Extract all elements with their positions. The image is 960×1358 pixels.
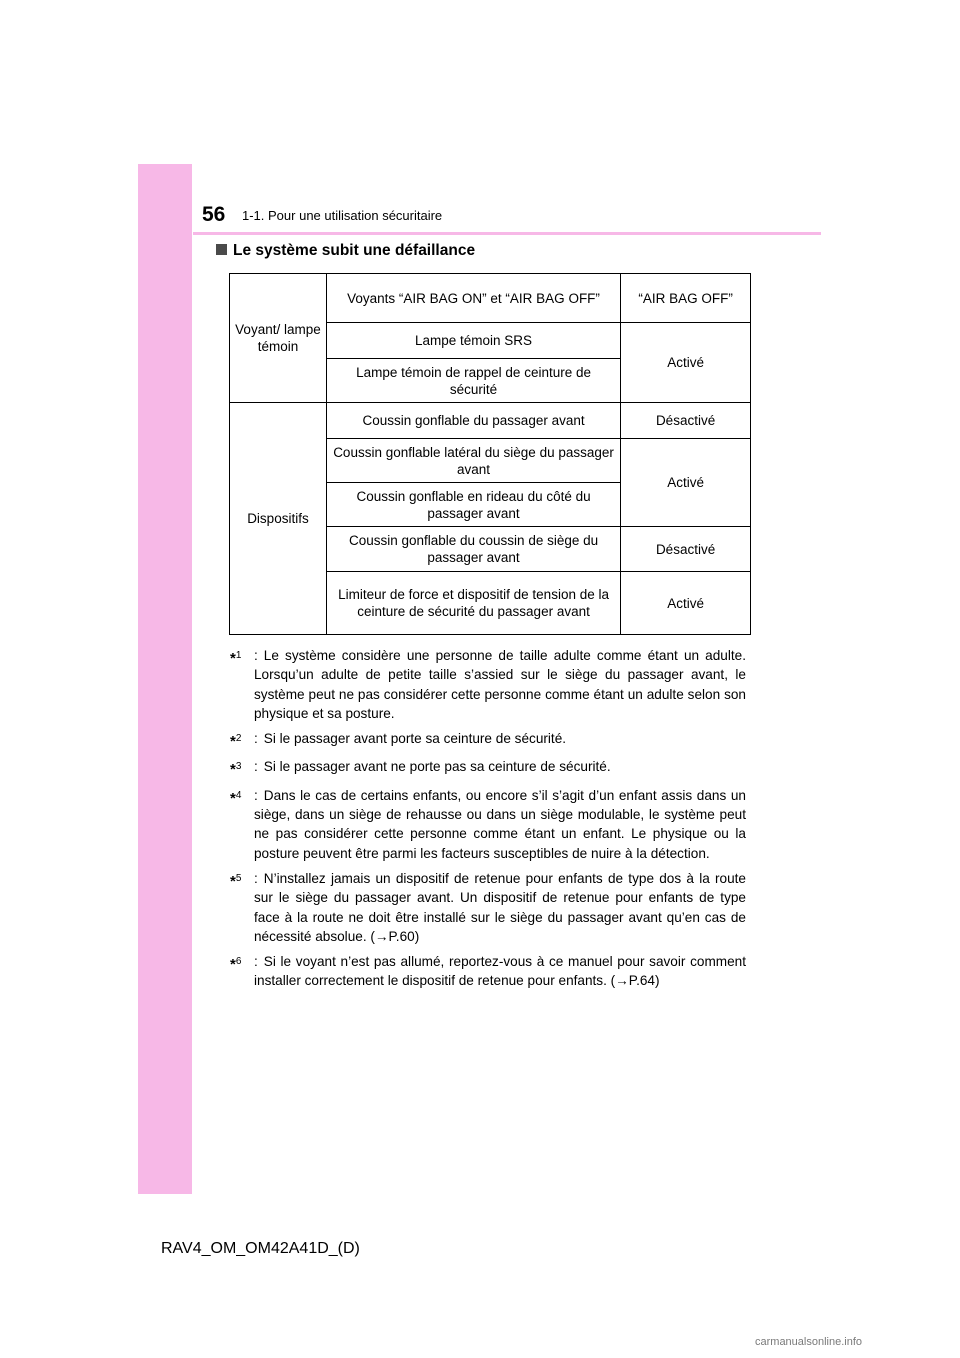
group-devices: Dispositifs bbox=[230, 403, 327, 635]
document-code: RAV4_OM_OM42A41D_(D) bbox=[161, 1240, 360, 1257]
section-heading bbox=[216, 242, 475, 260]
group-indicators: Voyant/ lampe témoin bbox=[230, 274, 327, 403]
footnote: *$^3$ : Si le passager avant ne porte pas sa ceinture de sécurité. bbox=[230, 759, 611, 779]
footnote: *$^4$ : Dans le cas de certains enfants, ou encore s’il s’agit d’un enfant assis dans un siège, dans un siège de rehausse ou dans un siège modulable, le système peut ne pas considérer cette personne comme étant un enfant. Le physique ou la posture peuvent être parmi les facteurs susceptibles de nuire à la détection. bbox=[230, 787, 746, 861]
footnote-text: Si le passager avant ne porte pas sa ceinture de sécurité. bbox=[263, 759, 611, 775]
row-curtain-airbag: Coussin gonflable en rideau du côté du passager avant bbox=[326, 483, 620, 527]
footnote-star: * bbox=[230, 650, 236, 667]
footnote: *$^5$ : N’installez jamais un dispositif de retenue pour enfants de type dos à la route sur le siège du passager avant. Un dispositif de retenue pour enfants de type face à la route ne doit être installé sur le siège du passager avant qu’en cas de nécessité absolue. (→P.60) bbox=[230, 870, 746, 944]
footnote-star: * bbox=[230, 956, 236, 974]
footnote-star: * bbox=[230, 761, 236, 779]
row-srs: Lampe témoin SRS bbox=[326, 323, 620, 359]
section-title: Le système subit une défaillance bbox=[233, 242, 476, 259]
value-active: Activé bbox=[621, 439, 751, 527]
footnote-number: 5 bbox=[235, 872, 242, 884]
value-active: Activé bbox=[621, 323, 751, 403]
footnote-number: 4 bbox=[235, 789, 242, 801]
footnote-star: * bbox=[230, 872, 236, 890]
footnotes bbox=[230, 646, 746, 997]
value-front-airbag: Désactivé bbox=[621, 403, 751, 439]
footnote-text: Si le passager avant porte sa ceinture de sécurité. bbox=[263, 731, 567, 747]
footnote-number: 1 bbox=[235, 650, 242, 661]
footnote-text: N’installez jamais un dispositif de retenue pour enfants de type dos à la route sur le siège du passager avant. Un dispositif de retenue pour enfants de type face à la route ne doit être installé sur le siège du passager avant qu’en cas de nécessité absolue. (→P.60) bbox=[254, 870, 746, 944]
footnote-star: * bbox=[230, 789, 236, 807]
footnote-text: Le système considère une personne de taille adulte comme étant un adulte. Lorsqu’un adulte de petite taille s’assied sur le siège du passager avant, le système peut ne pas considérer cette personne comme étant un adulte selon son physique et sa posture. bbox=[254, 648, 746, 721]
header-rule bbox=[193, 232, 821, 235]
col-header-value: “AIR BAG OFF” bbox=[621, 274, 751, 323]
row-cushion-airbag: Coussin gonflable du coussin de siège du passager avant bbox=[326, 527, 620, 572]
col-header-indicators: Voyants “AIR BAG ON” et “AIR BAG OFF” bbox=[326, 274, 620, 323]
footnote-star: * bbox=[230, 733, 236, 751]
footnote-number: 2 bbox=[235, 733, 242, 745]
row-seatbelt-reminder: Lampe témoin de rappel de ceinture de sécurité bbox=[326, 359, 620, 403]
chapter-title: 1-1. Pour une utilisation sécuritaire bbox=[242, 208, 443, 223]
footnote-text: Dans le cas de certains enfants, ou encore s’il s’agit d’un enfant assis dans un siège, dans un siège de rehausse ou dans un siège modulable, le système peut ne pas considérer cette personne comme étant un enfant. Le physique ou la posture peuvent être parmi les facteurs susceptibles de nuire à la détection. bbox=[254, 787, 746, 861]
value-force-limiter: Activé bbox=[621, 572, 751, 635]
value-cushion-airbag: Désactivé bbox=[621, 527, 751, 572]
watermark: carmanualsonline.info bbox=[755, 1336, 863, 1348]
footnote-text: Si le voyant n’est pas allumé, reportez-vous à ce manuel pour savoir comment installer correctement le dispositif de retenue pour enfants. (→P.64) bbox=[254, 954, 746, 989]
row-front-airbag: Coussin gonflable du passager avant bbox=[326, 403, 620, 439]
footnote: *$^1$ : Le système considère une personne de taille adulte comme étant un adulte. Lorsqu’un adulte de petite taille s’assied sur le siège du passager avant, le système peut ne pas considérer cette personne comme étant un adulte selon son physique et sa posture. bbox=[230, 648, 746, 721]
row-force-limiter: Limiteur de force et dispositif de tension de la ceinture de sécurité du passager avant bbox=[326, 572, 620, 635]
footnote-number: 6 bbox=[235, 956, 242, 968]
page-number: 56 bbox=[202, 203, 226, 226]
footnote-number: 3 bbox=[235, 761, 242, 773]
failure-status-table bbox=[229, 273, 751, 635]
footnote: *$^6$ : Si le voyant n’est pas allumé, reportez-vous à ce manuel pour savoir comment installer correctement le dispositif de retenue pour enfants. (→P.64) bbox=[230, 954, 746, 989]
row-side-airbag: Coussin gonflable latéral du siège du passager avant bbox=[326, 439, 620, 483]
side-color-band bbox=[138, 164, 192, 1194]
square-bullet-icon bbox=[216, 244, 227, 255]
footnote: *$^2$ : Si le passager avant porte sa ceinture de sécurité. bbox=[230, 731, 567, 751]
